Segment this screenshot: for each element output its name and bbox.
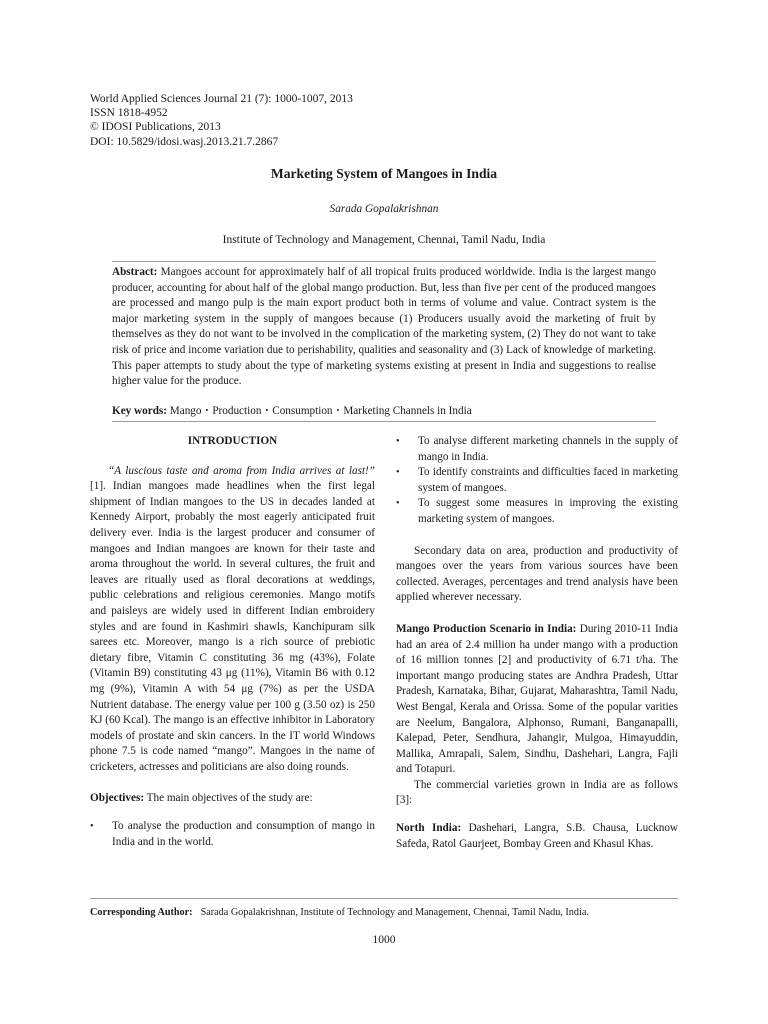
section-heading-introduction: INTRODUCTION	[187, 435, 278, 447]
production-scenario-text: During 2010-11 India had an area of 2.4 million ha under mango with a production of 16 million tonnes [2] and productivity of 6.71 t/ha. The important mango producing states are Andhra Pradesh, Uttar Pradesh, Karnataka, Bihar, Gujarat, Maharashtra, Tamil Nadu, West Bengal, Kerala and Orissa. Some of the popular varities are Neelum, Bangalora, Alphonso, Rumani, Banganapalli, Kalepad, Peter, Sendhura, Jahangir, Mulgoa, Himayuddin, Mallika, Amrapali, Salem, Sindhu, Dashehari, Langra, Fajli and Totapuri.	[396, 622, 678, 776]
author-name: Sarada Gopalakrishnan	[329, 203, 439, 215]
objective-text: To identify constraints and difficulties faced in marketing system of mangoes.	[418, 466, 678, 494]
north-india-text: Dashehari, Langra, S.B. Chausa, Lucknow Safeda, Ratol Gaurjeet, Bombay Green and Khasul Khas.	[396, 822, 679, 850]
issn: ISSN 1818-4952	[90, 107, 168, 120]
abstract	[112, 265, 656, 390]
keyword-separator: •	[265, 406, 269, 415]
keyword: Production	[212, 405, 262, 417]
journal-citation: World Applied Sciences Journal 21 (7): 1000-1007, 2013	[90, 93, 353, 105]
footnote-rule	[90, 898, 678, 899]
bullet-glyph: •	[396, 498, 400, 510]
keywords	[112, 404, 656, 419]
objectives-list	[90, 819, 375, 850]
objective-text: To suggest some measures in improving the existing marketing system of mangoes.	[418, 497, 678, 525]
north-india-paragraph	[396, 821, 678, 852]
page-number: 1000	[372, 934, 396, 946]
objectives-text: The main objectives of the study are:	[144, 792, 313, 805]
production-scenario-paragraph	[396, 622, 678, 778]
bullet-glyph: •	[90, 821, 94, 833]
keyword: Mango	[169, 405, 202, 417]
paper-title: Marketing System of Mangoes in India	[270, 166, 498, 181]
keyword: Consumption	[272, 405, 333, 417]
secondary-data-paragraph: Secondary data on area, production and productivity of mangoes over the years from various sources have been collected. Averages, percentages and trend analysis have been applied wherever necessary.	[396, 544, 678, 604]
keywords-bottom-rule	[112, 421, 656, 422]
list-item	[396, 496, 678, 527]
opening-quote: “A luscious taste and aroma from India arrives at last!”	[108, 464, 375, 477]
keyword: Marketing Channels in India	[343, 405, 472, 417]
list-item	[396, 434, 678, 465]
keyword-separator: •	[336, 406, 340, 415]
objective-text: To analyse the production and consumption of mango in India and in the world.	[112, 820, 375, 848]
production-scenario-label: Mango Production Scenario in India:	[396, 622, 577, 635]
footnote-text: Sarada Gopalakrishnan, Institute of Technology and Management, Chennai, Tamil Nadu, India.	[200, 907, 589, 918]
journal-header	[90, 92, 353, 149]
introduction-paragraph	[90, 464, 375, 776]
keywords-label: Key words:	[112, 405, 167, 417]
keyword-separator: •	[205, 406, 209, 415]
abstract-label: Abstract:	[112, 266, 158, 278]
commercial-varieties-paragraph: The commercial varieties grown in India are as follows [3]:	[396, 778, 678, 807]
corresponding-author-footnote	[90, 906, 678, 919]
list-item	[396, 465, 678, 496]
objectives-paragraph	[90, 791, 375, 807]
north-india-label: North India:	[396, 822, 462, 835]
footnote-label: Corresponding Author:	[90, 907, 193, 918]
abstract-text: Mangoes account for approximately half of all tropical fruits produced worldwide. India is the largest mango producer, accounting for about half of the global mango production. But, less than five per cent of the produced mangoes are processed and mango pulp is the main export product both in terms of volume and value. Contract system is the major marketing system in the supply of mangoes because (1) Producers usually avoid the marketing of fruit by themselves as they do not want to be involved in the complication of the marketing system, (2) They do not want to take risk of price and income variation due to perishability, qualities and seasonality and (3) Lack of knowledge of marketing. This paper attempts to study about the type of marketing systems existing at present in India and suggestions to realise higher value for the produce.	[112, 266, 656, 388]
objective-text: To analyse different marketing channels in the supply of mango in India.	[418, 435, 678, 463]
abstract-top-rule	[112, 261, 656, 262]
objectives-list-continued	[396, 434, 678, 528]
objectives-label: Objectives:	[90, 792, 145, 805]
doi: DOI: 10.5829/idosi.wasj.2013.21.7.2867	[90, 135, 279, 148]
right-column	[396, 434, 678, 852]
copyright: © IDOSI Publications, 2013	[90, 121, 221, 134]
bullet-glyph: •	[396, 436, 400, 447]
introduction-text: [1]. Indian mangoes made headlines when the first legal shipment of Indian mangoes to the US in decades landed at Kennedy Airport, probably the most eagerly anticipated fruit delivery ever. India is the largest producer and consumer of mangoes and Indian mangoes are known for their taste and aroma throughout the world. In several cultures, the fruit and leaves are ritually used as floral decorations at weddings, public celebrations and religious ceremonies. Mango motifs and paisleys are widely used in different Indian embroidery styles and are found in Kashmiri shawls, Kanchipuram silk sarees etc. Moreover, mango is a rich source of prebiotic dietary fibre, Vitamin C constituting 36 mg (43%), Folate (Vitamin B9) constituting 43 μg (11%), Vitamin B6 with 0.12 mg (9%), Vitamin A with 54 μg (7%) as per the USDA Nutrient database. The energy value per 100 g (3.50 oz) is 250 KJ (60 Kcal). The mango is an effective inhibitor in Laboratory models of prostate and skin cancers. In the IT world Windows phone 7.5 is code named “mango”. Mangoes in the name of cricketers, actresses and politicians are also doing rounds.	[90, 480, 375, 773]
bullet-glyph: •	[396, 467, 400, 479]
left-column	[90, 434, 375, 850]
author-affiliation: Institute of Technology and Management, Chennai, Tamil Nadu, India	[222, 234, 546, 246]
list-item	[90, 819, 375, 850]
